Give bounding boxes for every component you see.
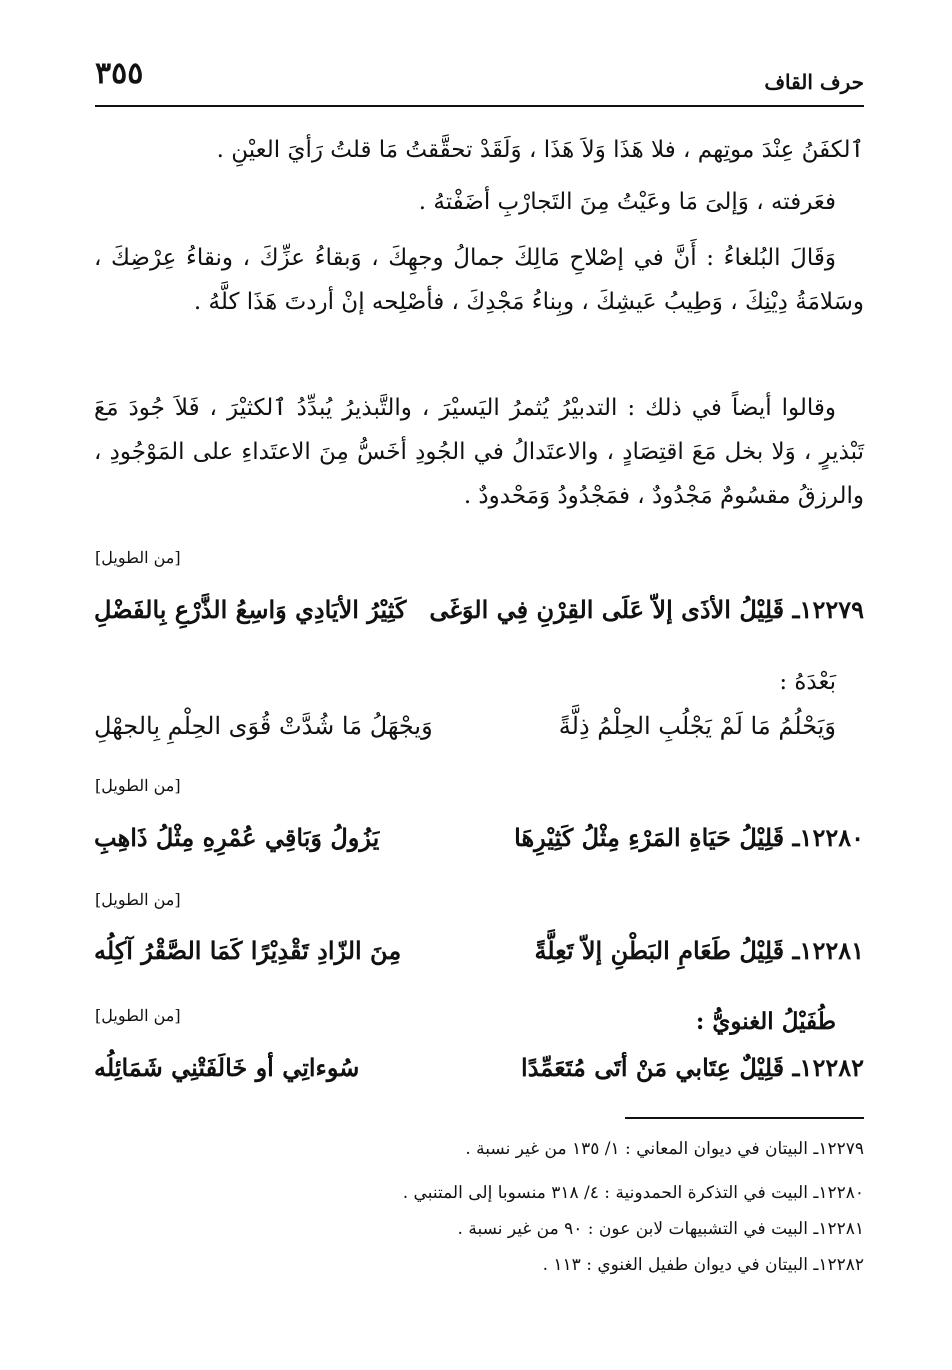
verse-number: ١٢٢٨١ـ — [792, 936, 864, 965]
verse-number: ١٢٢٧٩ـ — [792, 595, 864, 624]
verse-number: ١٢٢٨٠ـ — [792, 823, 864, 852]
footnote-12281: ١٢٢٨١ـ البيت في التشبيهات لابن عون : ٩٠ من غير نسبة . — [457, 1219, 864, 1239]
verse-12281 — [94, 936, 864, 980]
meter-label: [من الطويل] — [95, 548, 181, 567]
verse-hemistich-2: سُوءاتِي أو خَالَفَتْنِي شَمَائِلُه — [94, 1053, 360, 1082]
paragraph-4: وقالوا أيضاً في ذلك : التدبيْرُ يُثمرُ اليَسيْرَ ، والتَّبذيرُ يُبدِّدُ ٱلكثيْرَ ، فَلاَ جُودَ مَعَ تَبْذيرٍ ، وَلا بخل مَعَ اقتِصَادٍ ، والاعتَدالُ في الجُودِ أخَسُّ مِنَ الاعتَداءِ على المَوْجُودِ ، والرزقُ مقسُومٌ مَجْدُودٌ ، فمَجْدُودُ وَمَحْدودٌ . — [94, 395, 864, 509]
poet-intro: طُفَيْلُ الغنويُّ : — [695, 1008, 836, 1035]
meter-label: [من الطويل] — [95, 1006, 181, 1025]
paragraph-1: ٱلكفَنُ عِنْدَ موتِهم ، فلا هَذَا وَلاَ هَذَا ، وَلَقَدْ تحقَّقتُ مَا قلتُ رَأيَ العيْنِ . — [216, 137, 864, 163]
meter-label: [من الطويل] — [95, 890, 181, 909]
verse-hemistich-1: قَلِيْلُ طَعَامِ البَطْنِ إلاّ تَعِلَّةً — [534, 936, 785, 965]
verse-12279 — [94, 595, 864, 639]
paragraph-2: فعَرفته ، وَإلىَ مَا وعَيْتُ مِنَ التَجارْبِ أضَفْتهُ . — [418, 189, 836, 215]
verse-12280 — [94, 823, 864, 867]
verse-hemistich-1: وَيَحْلُمُ مَا لَمْ يَجْلُبِ الحِلْمُ ذِلَّةً — [558, 712, 836, 740]
verse-hemistich-2: مِنَ الزّادِ تَقْدِيْرًا كَمَا الصَّقْرُ آكِلُه — [94, 936, 402, 965]
paragraph-3: وَقَالَ البُلغاءُ : أَنَّ في إصْلاحِ مَالِكَ جمالُ وجهِكَ ، وَبقاءُ عزِّكَ ، ونقاءُ عِرْضِكَ ، وسَلامَةُ دِيْنِكَ ، وَطِيبُ عَيشِكَ ، وبِناءُ مَجْدِكَ ، فأصْلِحه إنْ أردتَ هَذَا كلَّهُ . — [94, 245, 864, 315]
verse-hemistich-2: كَثِيْرُ الأيَادِي وَاسِعُ الذَّرْعِ بِالفَضْلِ — [94, 595, 407, 624]
verse-12282 — [94, 1053, 864, 1097]
verse-hemistich-1: قَلِيْلُ الأذَى إلاّ عَلَى القِرْنِ فِي الوَغَى — [429, 595, 785, 624]
verse-hemistich-2: وَيجْهَلُ مَا شُدَّتْ قُوَى الحِلْمِ بِالجهْلِ — [94, 712, 433, 740]
verse-hemistich-1: قَلِيْلُ حَيَاةِ المَرْءِ مِثْلُ كَثِيْرِهَا — [514, 823, 785, 852]
running-title: حرف القاف — [764, 70, 864, 94]
verse-12279-line-2 — [94, 712, 864, 756]
footnote-12280: ١٢٢٨٠ـ البيت في التذكرة الحمدونية : ٤/ ٣١٨ منسوبا إلى المتنبي . — [402, 1183, 864, 1203]
page-number: ٣٥٥ — [95, 56, 144, 91]
footnote-12282: ١٢٢٨٢ـ البيتان في ديوان طفيل الغنوي : ١١٣ . — [542, 1255, 864, 1275]
verse-continuation: بَعْدَهُ : — [779, 669, 836, 695]
verse-number: ١٢٢٨٢ـ — [792, 1053, 864, 1082]
header-rule — [95, 105, 864, 107]
verse-hemistich-2: يَزُولُ وَبَاقِي عُمْرِهِ مِثْلُ ذَاهِبِ — [94, 823, 380, 852]
verse-hemistich-1: قَلِيْلٌ عِتَابي مَنْ أتَى مُتَعَمِّدًا — [521, 1053, 785, 1082]
footnote-12279: ١٢٢٧٩ـ البيتان في ديوان المعاني : ١/ ١٣٥ من غير نسبة . — [465, 1139, 864, 1159]
footnote-rule — [625, 1117, 864, 1119]
meter-label: [من الطويل] — [95, 776, 181, 795]
